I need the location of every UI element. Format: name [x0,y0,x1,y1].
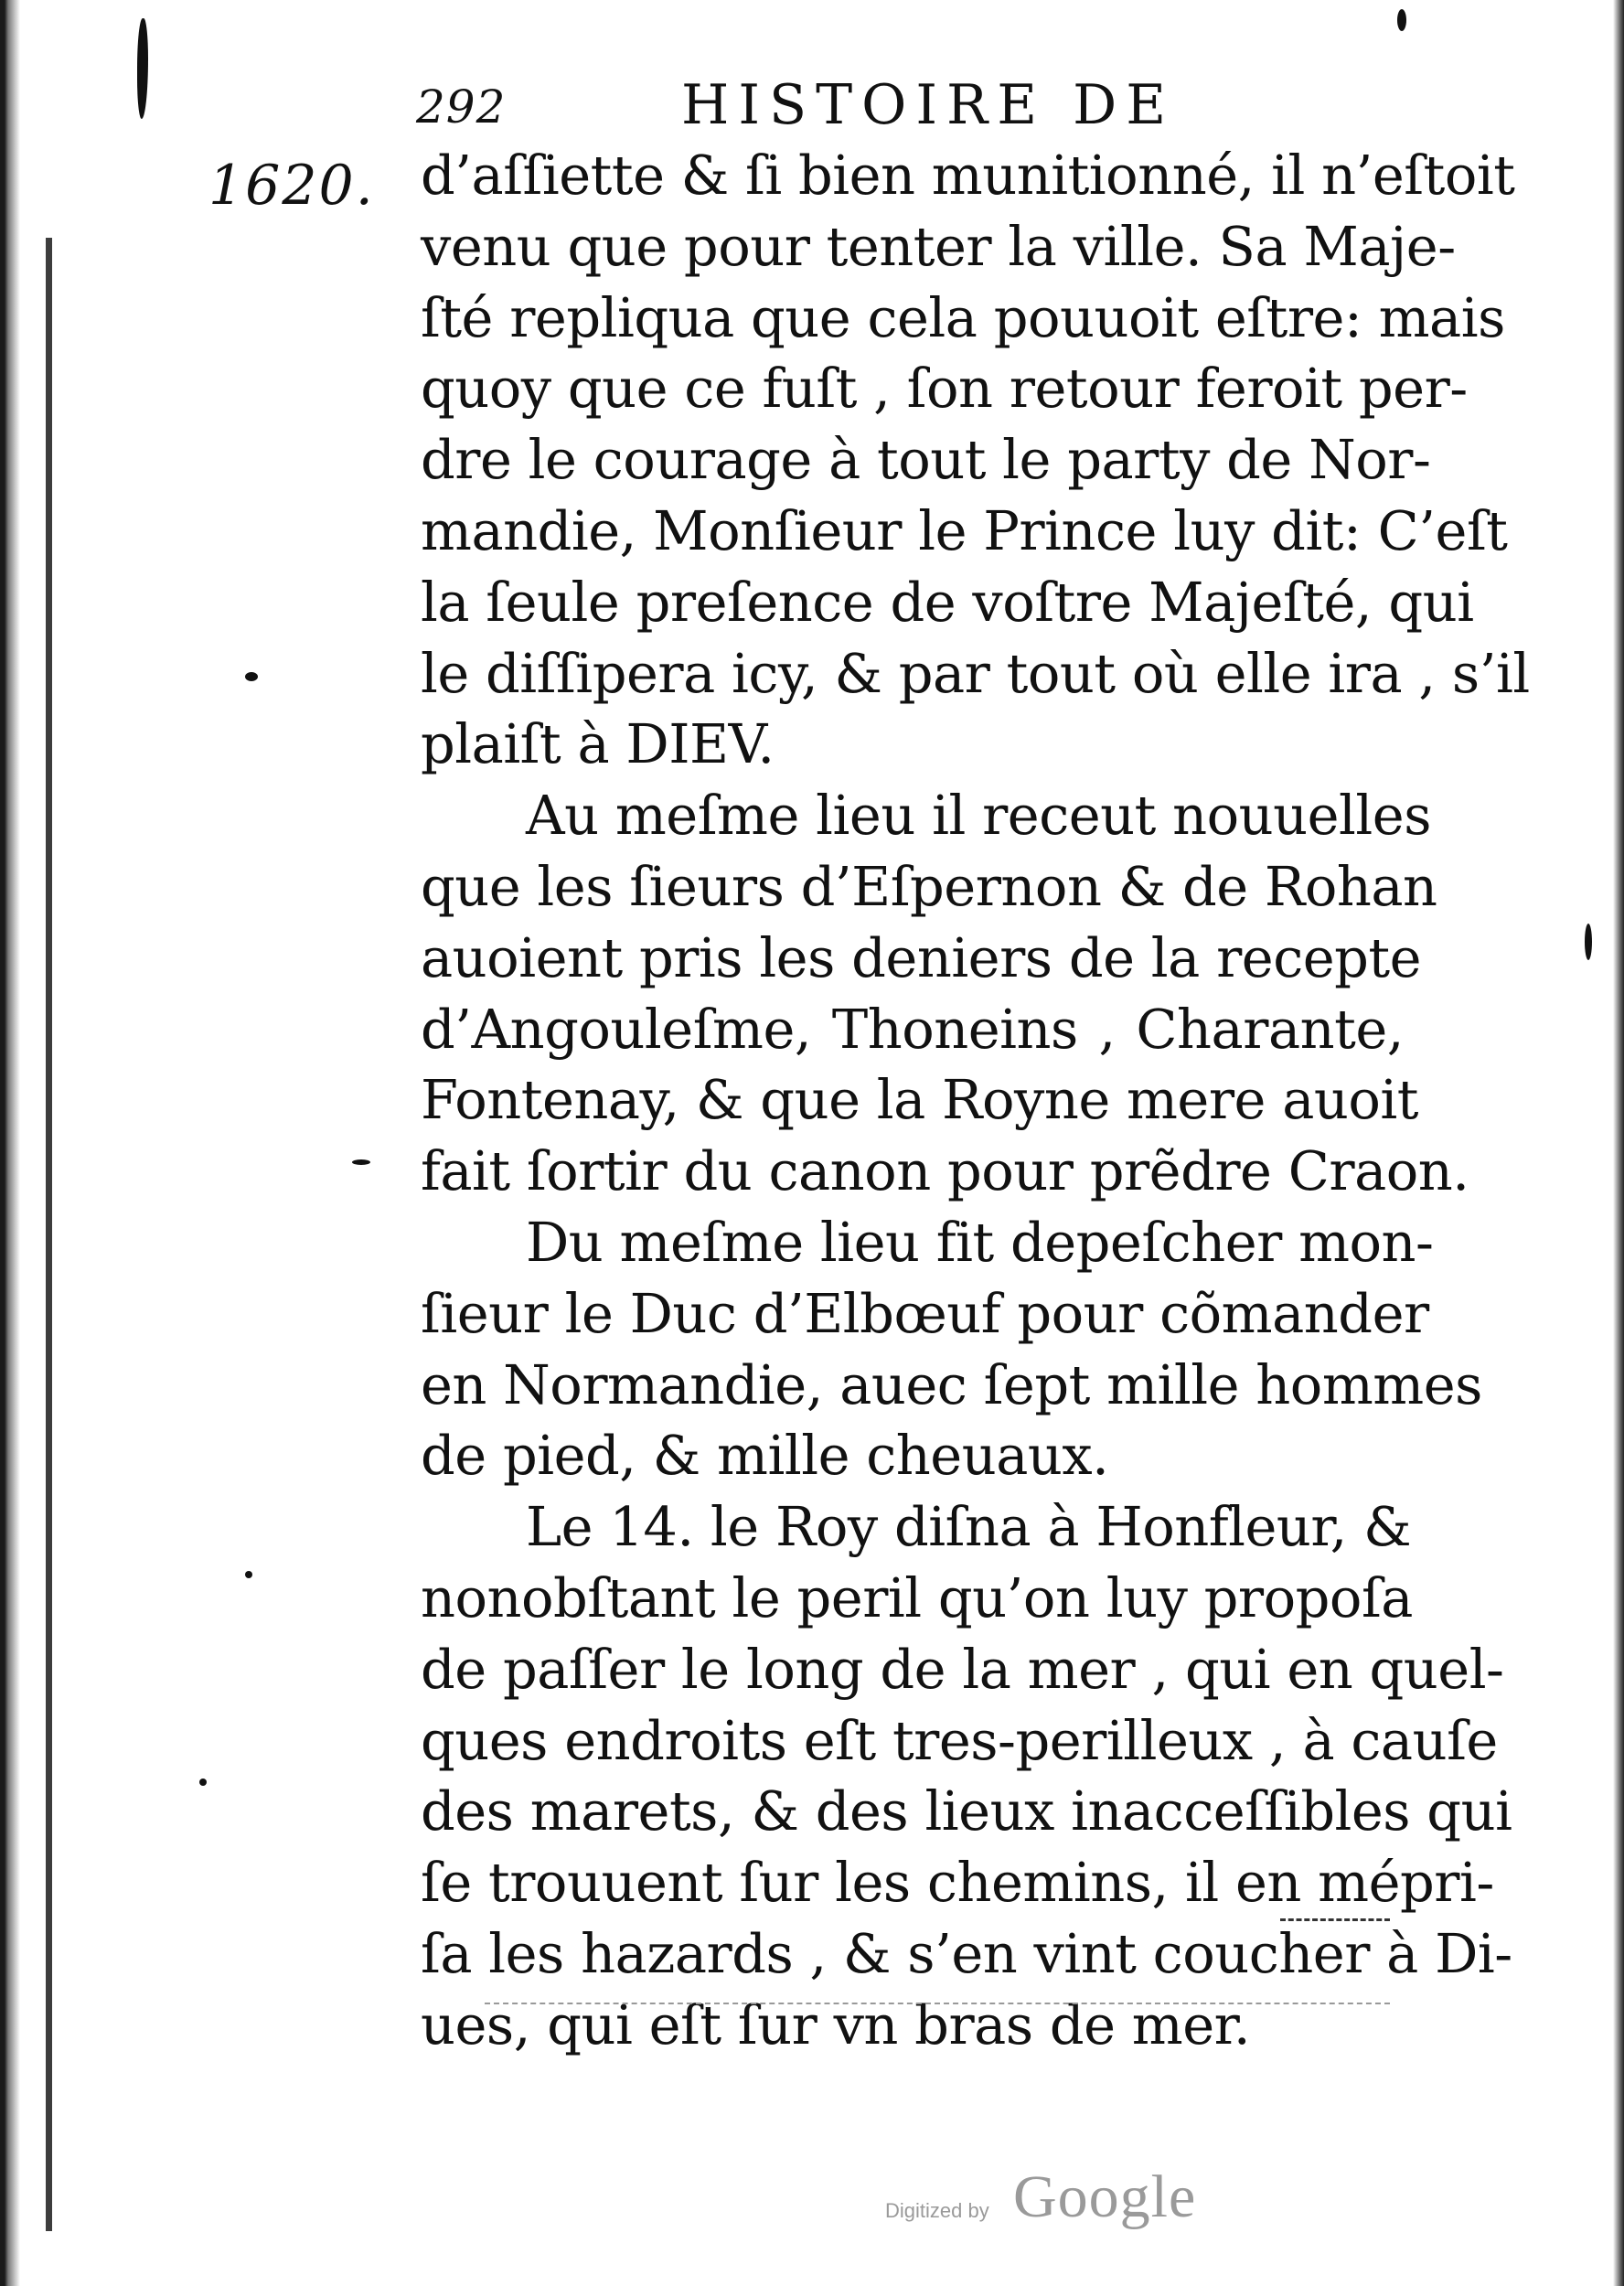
ink-mark [137,18,148,119]
body-text [421,140,1530,2061]
text-line: Fontenay, & que la Royne mere auoit [421,1068,1418,1132]
ink-speck [245,672,258,681]
text-line: de paſſer le long de la mer , qui en quel- [421,1637,1504,1701]
page-left-edge [0,0,20,2286]
text-line: ſa les hazards , & s’en vint coucher à Di- [421,1921,1512,1985]
text-line: mandie, Monſieur le Prince luy dit: C’eſt [421,498,1508,562]
page-number: 292 [416,80,507,134]
watermark-prefix: Digitized by [885,2199,989,2222]
text-line: le diſſipera icy, & par tout où elle ira , s’il [421,641,1530,705]
ink-speck [199,1779,207,1786]
ink-speck [352,1159,370,1165]
text-line: d’aſſiette & ſi bien munitionné, il n’eſtoit [421,144,1515,207]
page-right-edge [1613,0,1624,2286]
text-line: en Normandie, auec ſept mille hommes [421,1352,1482,1416]
faint-rule [485,2003,1390,2006]
text-line: des marets, & des lieux inacceſſibles qui [421,1779,1512,1843]
margin-year-note: 1620. [208,154,375,218]
text-line: venu que pour tenter la ville. Sa Maje- [421,214,1456,278]
ink-speck [245,1571,252,1578]
text-line: que les ſieurs d’Eſpernon & de Rohan [421,854,1437,918]
text-line: plaiſt à DIEV. [421,712,775,776]
text-line: ſieur le Duc d’Elbœuf pour cõmander [421,1281,1429,1345]
text-line: d’Angouleſme, Thoneins , Charante, [421,997,1404,1061]
text-line: la ſeule preſence de voſtre Majeſté, qui [421,570,1474,634]
digitized-watermark [885,2163,1214,2236]
text-line: auoient pris les deniers de la recepte [421,925,1422,989]
ink-underline [1280,1918,1390,1924]
text-line: quoy que ce fuſt , ſon retour feroit per- [421,357,1468,421]
text-line: ſe trouuent ſur les chemins, il en mépri- [421,1851,1494,1915]
text-line: de pied, & mille cheuaux. [421,1424,1109,1488]
text-line: Du meſme lieu fit depeſcher mon- [526,1210,1434,1274]
text-line: ues, qui eſt ſur vn bras de mer. [421,1992,1251,2056]
google-logo: Google [1013,2163,1197,2230]
binding-shadow-line [46,238,52,2231]
text-line: nonobſtant le peril qu’on luy propoſa [421,1565,1413,1629]
text-line: Le 14. le Roy diſna à Honfleur, & [526,1495,1412,1559]
ink-speck [1585,924,1592,960]
running-head: HISTOIRE DE [681,73,1175,137]
text-line: ques endroits eſt tres-perilleux , à cauſe [421,1708,1498,1772]
text-line: ſté repliqua que cela pouuoit eſtre: mais [421,285,1505,349]
ink-speck [1397,9,1406,31]
text-line: fait ſortir du canon pour prẽdre Craon. [421,1139,1469,1203]
text-line: dre le courage à tout le party de Nor- [421,428,1431,492]
page-header [416,73,1239,146]
text-line: Au meſme lieu il receut nouuelles [526,784,1431,848]
